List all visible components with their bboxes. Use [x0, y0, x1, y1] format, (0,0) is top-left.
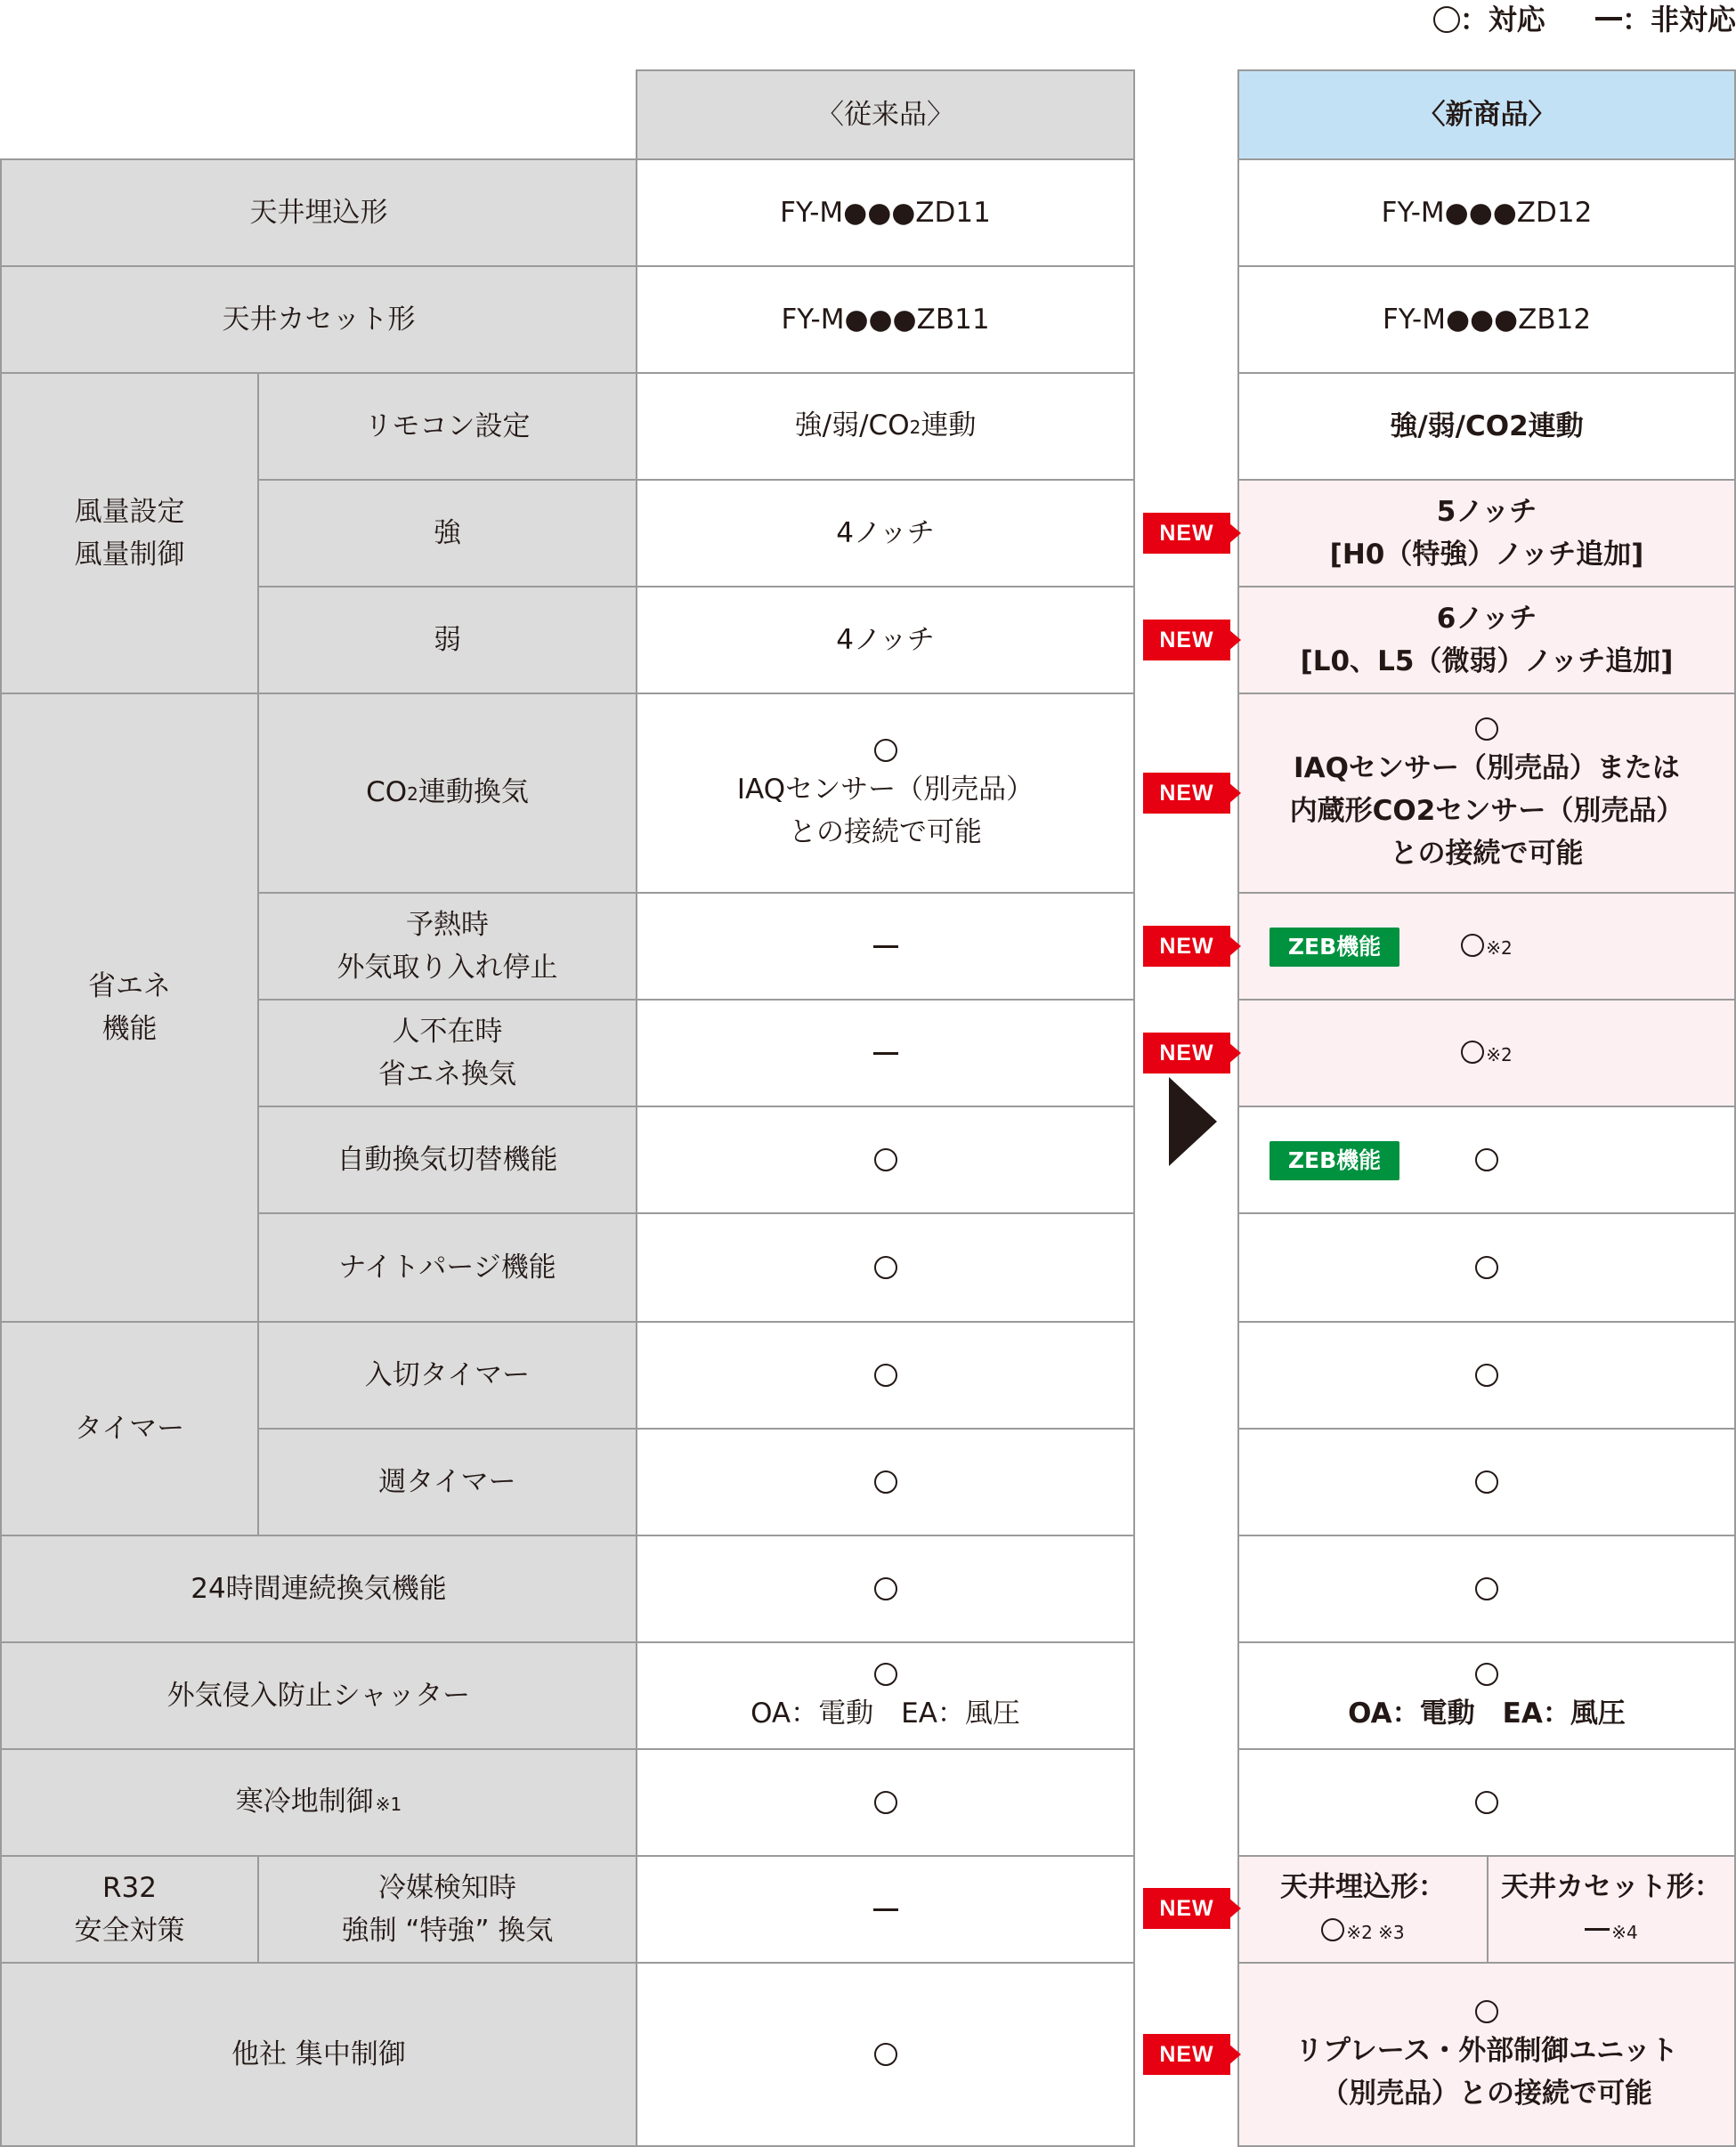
- circle-icon: [874, 1364, 897, 1387]
- old-strong: [636, 479, 1135, 587]
- label-line: 冷媒検知時: [378, 1872, 516, 1904]
- label-text: 弱: [434, 624, 461, 656]
- badge-arrow: [1229, 1898, 1241, 1919]
- zeb-badge: ZEB機能: [1270, 928, 1399, 967]
- group-line: 風量制御: [74, 539, 185, 571]
- subscript: 2: [407, 783, 418, 805]
- new-badge-label: NEW: [1143, 1033, 1230, 1074]
- circle-icon: [1475, 717, 1498, 741]
- cell-line: との接続で可能: [789, 816, 982, 848]
- group-line: R32: [102, 1872, 157, 1904]
- zeb-badge: ZEB機能: [1270, 1141, 1399, 1180]
- group-line: タイマー: [74, 1413, 185, 1445]
- label-text: ナイトパージ機能: [338, 1252, 556, 1284]
- label-text: 天井カセット形: [222, 304, 416, 336]
- old-weekly-timer: [636, 1428, 1135, 1536]
- row-label-ceiling-cassette: [0, 265, 637, 374]
- dash-icon: [873, 945, 898, 948]
- new-badge: [1143, 773, 1241, 814]
- group-line: 安全対策: [74, 1915, 185, 1947]
- new-cold: [1237, 1748, 1736, 1857]
- row-label-shutter: [0, 1641, 637, 1750]
- dash-icon: [873, 1908, 898, 1911]
- row-label-cold: [0, 1748, 637, 1857]
- cell-line: リプレース・外部制御ユニット: [1295, 2035, 1678, 2067]
- notch-value: 4ノッチ: [836, 517, 935, 549]
- group-line: 風量設定: [74, 496, 185, 528]
- label-text: 週タイマー: [378, 1466, 516, 1498]
- circle-icon: [1475, 1470, 1498, 1494]
- old-shutter: [636, 1641, 1135, 1750]
- text-part: CO: [366, 776, 408, 808]
- circle-icon: [1475, 1791, 1498, 1814]
- old-central: [636, 1962, 1135, 2147]
- notch-value: 5ノッチ: [1436, 496, 1537, 528]
- remote-value: [795, 404, 977, 449]
- label-line: 予熱時: [406, 909, 489, 941]
- circle-icon: [1475, 2000, 1498, 2023]
- row-label-onoff-timer: [257, 1321, 637, 1430]
- new-continuous: [1237, 1535, 1736, 1643]
- badge-arrow: [1229, 523, 1241, 544]
- new-badge-label: NEW: [1143, 773, 1230, 814]
- new-badge-label: NEW: [1143, 513, 1230, 554]
- cell-line: との接続で可能: [1390, 838, 1584, 870]
- label-text: 外気侵入防止シャッター: [166, 1680, 471, 1712]
- group-line: 機能: [101, 1013, 158, 1045]
- badge-arrow: [1229, 2044, 1241, 2065]
- subscript: 2: [909, 417, 921, 438]
- new-badge-label: NEW: [1143, 926, 1230, 967]
- new-night-purge: [1237, 1212, 1736, 1323]
- old-ceiling-cassette: [636, 265, 1135, 374]
- new-badge: [1143, 1888, 1241, 1929]
- label-text: 他社 集中制御: [231, 2038, 406, 2070]
- label-text: 自動換気切替機能: [337, 1144, 558, 1176]
- new-central: [1237, 1962, 1736, 2147]
- new-weak: [1237, 586, 1736, 694]
- row-label-night-purge: [257, 1212, 637, 1323]
- row-label-ceiling-embedded: [0, 158, 637, 267]
- circle-icon: [1475, 1364, 1498, 1387]
- remote-value: 強/弱/CO2連動: [1390, 410, 1584, 442]
- new-shutter: [1237, 1641, 1736, 1750]
- cell-line: OA：電動 EA：風圧: [750, 1697, 1020, 1730]
- row-label-central: [0, 1962, 637, 2147]
- cell-line: 内蔵形CO2センサー（別売品）: [1289, 795, 1684, 827]
- badge-arrow: [1229, 782, 1241, 804]
- label-line: 人不在時: [392, 1016, 503, 1048]
- old-ceiling-embedded: [636, 158, 1135, 267]
- label-text: 寒冷地制御: [235, 1785, 374, 1818]
- text-part: 強/弱/CO: [794, 409, 910, 442]
- footnote: ※2: [1486, 1043, 1513, 1065]
- cell-line: 天井埋込形：: [1280, 1870, 1446, 1903]
- new-weekly-timer: [1237, 1428, 1736, 1536]
- circle-icon: [874, 1470, 897, 1494]
- label-line: 外気取り入れ停止: [337, 952, 558, 984]
- circle-icon: [1433, 6, 1460, 33]
- old-continuous: [636, 1535, 1135, 1643]
- header-old: [636, 69, 1135, 160]
- notch-value: 6ノッチ: [1436, 603, 1537, 635]
- label-text: リモコン設定: [364, 410, 531, 442]
- old-cold: [636, 1748, 1135, 1857]
- old-absence: [636, 999, 1135, 1107]
- row-label-auto-switch: [257, 1106, 637, 1214]
- circle-icon: [874, 739, 897, 762]
- new-badge: [1143, 2034, 1241, 2075]
- dash-icon: [873, 1052, 898, 1055]
- footnote: ※2 ※3: [1346, 1921, 1405, 1943]
- row-label-preheat: [257, 892, 637, 1001]
- row-label-absence: [257, 999, 637, 1107]
- new-co2: [1237, 693, 1736, 894]
- row-label-refrigerant: [257, 1855, 637, 1964]
- new-remote: [1237, 372, 1736, 481]
- old-preheat: [636, 892, 1135, 1001]
- group-timer: [0, 1321, 259, 1536]
- header-old-label: 〈従来品〉: [816, 99, 954, 131]
- new-badge-label: NEW: [1143, 620, 1230, 660]
- old-remote: [636, 372, 1135, 481]
- new-refrigerant-cassette: [1487, 1855, 1736, 1964]
- label-text: [366, 771, 529, 815]
- footnote: ※4: [1611, 1921, 1638, 1943]
- row-label-co2: [257, 693, 637, 894]
- circle-icon: [1461, 1041, 1484, 1064]
- old-co2: [636, 693, 1135, 894]
- model-number: FY-M●●●ZD12: [1381, 197, 1593, 229]
- old-onoff-timer: [636, 1321, 1135, 1430]
- dash-icon: [1595, 17, 1622, 20]
- legend-supported: ：対応: [1459, 3, 1545, 36]
- badge-arrow: [1229, 629, 1241, 651]
- new-onoff-timer: [1237, 1321, 1736, 1430]
- cell-line: IAQセンサー（別売品）: [736, 774, 1034, 806]
- label-text: 強: [434, 517, 461, 549]
- notch-detail: [H0（特強）ノッチ追加]: [1329, 539, 1644, 571]
- new-refrigerant-embedded: [1237, 1855, 1489, 1964]
- row-label-weekly-timer: [257, 1428, 637, 1536]
- new-badge: [1143, 620, 1241, 660]
- dash-icon: [1585, 1928, 1610, 1931]
- model-number: FY-M●●●ZB11: [781, 304, 990, 336]
- label-text: 入切タイマー: [364, 1359, 531, 1391]
- circle-icon: [1475, 1663, 1498, 1686]
- group-airflow: [0, 372, 259, 694]
- cell-line: 天井カセット形：: [1501, 1870, 1722, 1903]
- old-weak: [636, 586, 1135, 694]
- circle-icon: [874, 1256, 897, 1279]
- group-r32: [0, 1855, 259, 1964]
- header-new-label: 〈新商品〉: [1417, 99, 1556, 131]
- label-line: 強制 “特強” 換気: [341, 1915, 554, 1947]
- badge-arrow: [1229, 1042, 1241, 1064]
- circle-icon: [874, 1148, 897, 1171]
- new-ceiling-embedded: [1237, 158, 1736, 267]
- header-new: [1237, 69, 1736, 160]
- circle-icon: [1475, 1256, 1498, 1279]
- old-auto-switch: [636, 1106, 1135, 1214]
- circle-icon: [874, 1663, 897, 1686]
- footnote: ※1: [375, 1793, 402, 1815]
- old-night-purge: [636, 1212, 1135, 1323]
- notch-detail: [L0、L5（微弱）ノッチ追加]: [1300, 645, 1674, 677]
- new-badge: [1143, 926, 1241, 967]
- comparison-arrow-icon: [1169, 1077, 1217, 1166]
- text-part: 連動換気: [418, 776, 529, 808]
- label-text: 天井埋込形: [249, 197, 388, 229]
- new-badge: [1143, 1033, 1241, 1074]
- model-number: FY-M●●●ZB12: [1382, 304, 1592, 336]
- cell-line: IAQセンサー（別売品）または: [1294, 752, 1680, 784]
- new-badge: [1143, 513, 1241, 554]
- cell-line: OA：電動 EA：風圧: [1348, 1697, 1626, 1730]
- new-ceiling-cassette: [1237, 265, 1736, 374]
- circle-icon: [1321, 1918, 1344, 1941]
- group-energy: [0, 693, 259, 1323]
- row-label-strong: [257, 479, 637, 587]
- circle-icon: [1475, 1148, 1498, 1171]
- label-line: 省エネ換気: [378, 1058, 516, 1090]
- row-label-weak: [257, 586, 637, 694]
- old-refrigerant: [636, 1855, 1135, 1964]
- new-absence: [1237, 999, 1736, 1107]
- row-label-continuous: [0, 1535, 637, 1643]
- circle-icon: [1461, 934, 1484, 957]
- footnote: ※2: [1486, 936, 1513, 959]
- circle-icon: [874, 1577, 897, 1600]
- label-text: 24時間連続換気機能: [191, 1573, 447, 1605]
- legend: [1433, 0, 1736, 39]
- new-strong: [1237, 479, 1736, 587]
- cell-line: （別売品）との接続で可能: [1321, 2078, 1652, 2110]
- group-line: 省エネ: [88, 970, 171, 1002]
- circle-icon: [874, 1791, 897, 1814]
- notch-value: 4ノッチ: [836, 624, 935, 656]
- badge-arrow: [1229, 936, 1241, 957]
- row-label-remote: [257, 372, 637, 481]
- text-part: 連動: [921, 409, 977, 442]
- model-number: FY-M●●●ZD11: [780, 197, 991, 229]
- new-badge-label: NEW: [1143, 1888, 1230, 1929]
- circle-icon: [1475, 1577, 1498, 1600]
- new-badge-label: NEW: [1143, 2034, 1230, 2075]
- legend-unsupported: ：非対応: [1621, 3, 1736, 36]
- circle-icon: [874, 2043, 897, 2066]
